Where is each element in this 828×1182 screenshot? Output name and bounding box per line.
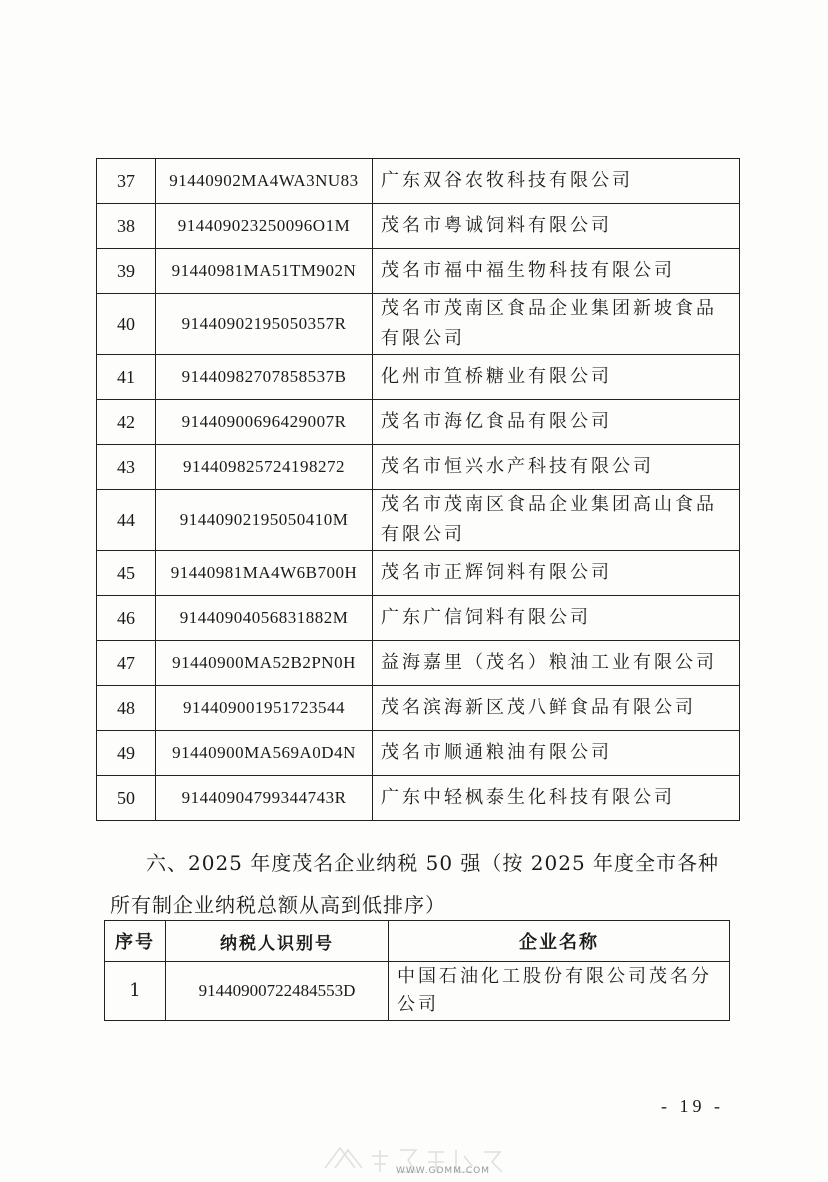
company-name: 茂名市海亿食品有限公司 — [373, 400, 740, 445]
row-number: 40 — [97, 294, 156, 355]
row-number: 45 — [97, 551, 156, 596]
company-name: 茂名市正辉饲料有限公司 — [373, 551, 740, 596]
taxpayer-id: 91440902195050410M — [156, 490, 373, 551]
row-number: 38 — [97, 204, 156, 249]
company-name: 茂名滨海新区茂八鲜食品有限公司 — [373, 686, 740, 731]
table-row — [97, 159, 740, 204]
row-number: 39 — [97, 249, 156, 294]
taxpayer-id: 91440904056831882M — [156, 596, 373, 641]
section-heading-line2: 所有制企业纳税总额从高到低排序） — [110, 893, 446, 917]
row-number: 47 — [97, 641, 156, 686]
row-number: 1 — [105, 962, 166, 1021]
company-name: 化州市笪桥糖业有限公司 — [373, 355, 740, 400]
row-number: 46 — [97, 596, 156, 641]
taxpayer-id: 914409023250096O1M — [156, 204, 373, 249]
company-name: 茂名市粤诚饲料有限公司 — [373, 204, 740, 249]
page-number: - 19 - — [661, 1096, 724, 1116]
taxpayer-id: 91440900MA52B2PN0H — [156, 641, 373, 686]
taxpayer-id: 91440902195050357R — [156, 294, 373, 355]
row-number: 44 — [97, 490, 156, 551]
table-row — [97, 445, 740, 490]
taxpayer-id: 91440900722484553D — [166, 962, 389, 1021]
enterprise-table-continued — [96, 158, 740, 821]
watermark-site: WWW.GDMM.COM — [396, 1166, 490, 1176]
company-name: 茂名市茂南区食品企业集团新坡食品有限公司 — [373, 294, 740, 355]
table-row — [97, 355, 740, 400]
company-name: 广东广信饲料有限公司 — [373, 596, 740, 641]
company-name: 茂名市福中福生物科技有限公司 — [373, 249, 740, 294]
taxpayer-id: 914409825724198272 — [156, 445, 373, 490]
row-number: 42 — [97, 400, 156, 445]
company-name: 茂名市茂南区食品企业集团高山食品有限公司 — [373, 490, 740, 551]
header-company-name: 企业名称 — [389, 921, 730, 962]
table-row — [105, 962, 730, 1021]
section-heading-line1: 六、2025 年度茂名企业纳税 50 强（按 2025 年度全市各种 — [146, 851, 720, 875]
company-name: 广东中轻枫泰生化科技有限公司 — [373, 776, 740, 821]
table-row — [97, 776, 740, 821]
row-number: 50 — [97, 776, 156, 821]
taxpayer-id: 91440902MA4WA3NU83 — [156, 159, 373, 204]
company-name: 茂名市顺通粮油有限公司 — [373, 731, 740, 776]
row-number: 41 — [97, 355, 156, 400]
table-row — [97, 249, 740, 294]
table-header-row — [105, 921, 730, 962]
table-row — [97, 204, 740, 249]
table-row — [97, 400, 740, 445]
table-row — [97, 641, 740, 686]
taxpayer-id: 91440981MA51TM902N — [156, 249, 373, 294]
company-name: 广东双谷农牧科技有限公司 — [373, 159, 740, 204]
taxpayer-id: 914409001951723544 — [156, 686, 373, 731]
taxpayer-id: 91440900696429007R — [156, 400, 373, 445]
table-row — [97, 686, 740, 731]
taxpayer-id: 91440904799344743R — [156, 776, 373, 821]
header-no: 序号 — [105, 921, 166, 962]
table-row — [97, 294, 740, 355]
top50-tax-table — [104, 920, 730, 1021]
table-row — [97, 731, 740, 776]
company-name: 茂名市恒兴水产科技有限公司 — [373, 445, 740, 490]
table-row — [97, 551, 740, 596]
row-number: 48 — [97, 686, 156, 731]
taxpayer-id: 91440982707858537B — [156, 355, 373, 400]
row-number: 43 — [97, 445, 156, 490]
table-row — [97, 596, 740, 641]
section-heading — [110, 842, 740, 926]
taxpayer-id: 91440900MA569A0D4N — [156, 731, 373, 776]
row-number: 37 — [97, 159, 156, 204]
table-row — [97, 490, 740, 551]
row-number: 49 — [97, 731, 156, 776]
header-taxpayer-id: 纳税人识别号 — [166, 921, 389, 962]
company-name: 中国石油化工股份有限公司茂名分公司 — [389, 962, 730, 1021]
company-name: 益海嘉里（茂名）粮油工业有限公司 — [373, 641, 740, 686]
taxpayer-id: 91440981MA4W6B700H — [156, 551, 373, 596]
